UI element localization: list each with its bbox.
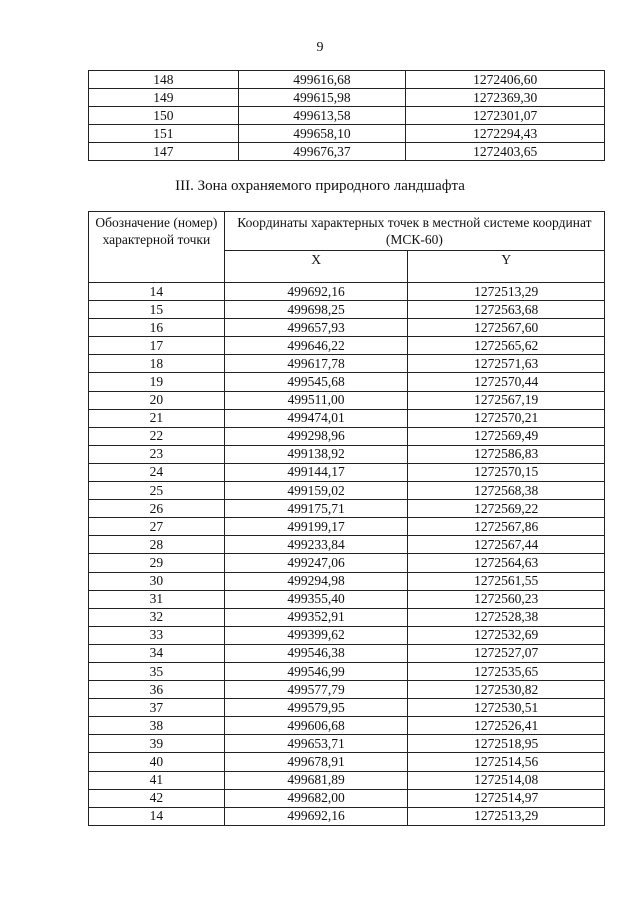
y-coordinate-cell: 1272570,15 [408, 463, 605, 481]
y-coordinate-cell: 1272535,65 [408, 662, 605, 680]
y-coordinate-cell: 1272571,63 [408, 355, 605, 373]
point-number-cell: 149 [89, 89, 239, 107]
x-coordinate-cell: 499247,06 [224, 554, 408, 572]
point-number-cell: 27 [89, 518, 225, 536]
point-number-cell: 42 [89, 789, 225, 807]
point-number-cell: 16 [89, 319, 225, 337]
point-number-cell: 14 [89, 807, 225, 825]
table-row [89, 427, 605, 445]
table-row [89, 482, 605, 500]
x-coordinate-cell: 499545,68 [224, 373, 408, 391]
table-row [89, 445, 605, 463]
point-number-cell: 23 [89, 445, 225, 463]
y-coordinate-cell: 1272564,63 [408, 554, 605, 572]
table-row [89, 699, 605, 717]
x-coordinate-cell: 499682,00 [224, 789, 408, 807]
point-number-cell: 31 [89, 590, 225, 608]
point-number-cell: 17 [89, 337, 225, 355]
table-row [89, 771, 605, 789]
x-coordinate-cell: 499657,93 [224, 319, 408, 337]
x-coordinate-cell: 499474,01 [224, 409, 408, 427]
x-coordinate-cell: 499175,71 [224, 500, 408, 518]
table-row [89, 355, 605, 373]
table-header [89, 212, 605, 283]
point-number-cell: 34 [89, 644, 225, 662]
y-coordinate-cell: 1272514,97 [408, 789, 605, 807]
y-coordinate-cell: 1272518,95 [408, 735, 605, 753]
point-number-cell: 32 [89, 608, 225, 626]
point-number-cell: 37 [89, 699, 225, 717]
landscape-zone-coordinates-table [88, 211, 605, 826]
table-row [89, 409, 605, 427]
y-coordinate-cell: 1272560,23 [408, 590, 605, 608]
landscape-zone-coordinates-body [89, 283, 605, 826]
x-coordinate-cell: 499546,99 [224, 662, 408, 680]
point-number-cell: 26 [89, 500, 225, 518]
table-row [89, 644, 605, 662]
x-coordinate-cell: 499658,10 [238, 125, 406, 143]
point-number-cell: 24 [89, 463, 225, 481]
y-coordinate-cell: 1272569,22 [408, 500, 605, 518]
table-row [89, 500, 605, 518]
table-row [89, 681, 605, 699]
table-row [89, 89, 605, 107]
y-coordinate-cell: 1272567,19 [408, 391, 605, 409]
x-coordinate-cell: 499653,71 [224, 735, 408, 753]
table-row [89, 536, 605, 554]
x-coordinate-cell: 499646,22 [224, 337, 408, 355]
y-coordinate-cell: 1272561,55 [408, 572, 605, 590]
coordinates-table-continued-body [89, 71, 605, 161]
x-coordinate-cell: 499399,62 [224, 626, 408, 644]
point-number-cell: 38 [89, 717, 225, 735]
x-coordinate-cell: 499294,98 [224, 572, 408, 590]
y-coordinate-cell: 1272570,21 [408, 409, 605, 427]
point-number-cell: 148 [89, 71, 239, 89]
table-row [89, 337, 605, 355]
y-coordinate-cell: 1272301,07 [406, 107, 605, 125]
y-coordinate-cell: 1272526,41 [408, 717, 605, 735]
y-coordinate-cell: 1272406,60 [406, 71, 605, 89]
point-number-cell: 30 [89, 572, 225, 590]
y-coordinate-cell: 1272513,29 [408, 283, 605, 301]
table-row [89, 662, 605, 680]
coordinates-table-continued [88, 70, 605, 161]
table-row [89, 590, 605, 608]
x-coordinate-cell: 499159,02 [224, 482, 408, 500]
point-number-cell: 28 [89, 536, 225, 554]
y-coordinate-cell: 1272565,62 [408, 337, 605, 355]
header-y: Y [408, 251, 605, 283]
y-coordinate-cell: 1272528,38 [408, 608, 605, 626]
point-number-cell: 40 [89, 753, 225, 771]
section-title: III. Зона охраняемого природного ландшафта [175, 178, 465, 194]
table-row [89, 143, 605, 161]
point-number-cell: 21 [89, 409, 225, 427]
table-row [89, 319, 605, 337]
point-number-cell: 36 [89, 681, 225, 699]
point-number-cell: 35 [89, 662, 225, 680]
table-row [89, 807, 605, 825]
y-coordinate-cell: 1272514,08 [408, 771, 605, 789]
y-coordinate-cell: 1272567,60 [408, 319, 605, 337]
x-coordinate-cell: 499676,37 [238, 143, 406, 161]
y-coordinate-cell: 1272586,83 [408, 445, 605, 463]
x-coordinate-cell: 499606,68 [224, 717, 408, 735]
y-coordinate-cell: 1272369,30 [406, 89, 605, 107]
header-coordinates: Координаты характерных точек в местной системе координат (МСК-60) [224, 212, 604, 251]
x-coordinate-cell: 499144,17 [224, 463, 408, 481]
x-coordinate-cell: 499678,91 [224, 753, 408, 771]
x-coordinate-cell: 499199,17 [224, 518, 408, 536]
x-coordinate-cell: 499511,00 [224, 391, 408, 409]
y-coordinate-cell: 1272570,44 [408, 373, 605, 391]
table-row [89, 107, 605, 125]
table-row [89, 283, 605, 301]
x-coordinate-cell: 499579,95 [224, 699, 408, 717]
x-coordinate-cell: 499138,92 [224, 445, 408, 463]
table-row [89, 753, 605, 771]
table-row [89, 391, 605, 409]
y-coordinate-cell: 1272567,86 [408, 518, 605, 536]
y-coordinate-cell: 1272568,38 [408, 482, 605, 500]
point-number-cell: 150 [89, 107, 239, 125]
y-coordinate-cell: 1272569,49 [408, 427, 605, 445]
x-coordinate-cell: 499616,68 [238, 71, 406, 89]
point-number-cell: 25 [89, 482, 225, 500]
x-coordinate-cell: 499698,25 [224, 301, 408, 319]
header-x: X [224, 251, 408, 283]
point-number-cell: 39 [89, 735, 225, 753]
table-row [89, 572, 605, 590]
table-row [89, 735, 605, 753]
y-coordinate-cell: 1272514,56 [408, 753, 605, 771]
y-coordinate-cell: 1272403,65 [406, 143, 605, 161]
table-row [89, 373, 605, 391]
point-number-cell: 33 [89, 626, 225, 644]
point-number-cell: 18 [89, 355, 225, 373]
header-point-designation: Обозначение (номер) характерной точки [89, 212, 225, 283]
y-coordinate-cell: 1272532,69 [408, 626, 605, 644]
table-row [89, 71, 605, 89]
x-coordinate-cell: 499355,40 [224, 590, 408, 608]
table-row [89, 717, 605, 735]
point-number-cell: 41 [89, 771, 225, 789]
x-coordinate-cell: 499692,16 [224, 807, 408, 825]
table-row [89, 554, 605, 572]
x-coordinate-cell: 499546,38 [224, 644, 408, 662]
point-number-cell: 147 [89, 143, 239, 161]
x-coordinate-cell: 499613,58 [238, 107, 406, 125]
point-number-cell: 22 [89, 427, 225, 445]
table-row [89, 463, 605, 481]
point-number-cell: 20 [89, 391, 225, 409]
y-coordinate-cell: 1272567,44 [408, 536, 605, 554]
x-coordinate-cell: 499298,96 [224, 427, 408, 445]
x-coordinate-cell: 499615,98 [238, 89, 406, 107]
point-number-cell: 151 [89, 125, 239, 143]
point-number-cell: 15 [89, 301, 225, 319]
point-number-cell: 19 [89, 373, 225, 391]
table-row [89, 626, 605, 644]
x-coordinate-cell: 499577,79 [224, 681, 408, 699]
table-row [89, 789, 605, 807]
table-row [89, 125, 605, 143]
y-coordinate-cell: 1272530,51 [408, 699, 605, 717]
table-row [89, 608, 605, 626]
x-coordinate-cell: 499233,84 [224, 536, 408, 554]
y-coordinate-cell: 1272294,43 [406, 125, 605, 143]
y-coordinate-cell: 1272563,68 [408, 301, 605, 319]
y-coordinate-cell: 1272530,82 [408, 681, 605, 699]
y-coordinate-cell: 1272513,29 [408, 807, 605, 825]
x-coordinate-cell: 499352,91 [224, 608, 408, 626]
y-coordinate-cell: 1272527,07 [408, 644, 605, 662]
x-coordinate-cell: 499681,89 [224, 771, 408, 789]
table-row [89, 301, 605, 319]
page-number: 9 [316, 40, 324, 55]
point-number-cell: 14 [89, 283, 225, 301]
point-number-cell: 29 [89, 554, 225, 572]
x-coordinate-cell: 499617,78 [224, 355, 408, 373]
x-coordinate-cell: 499692,16 [224, 283, 408, 301]
table-row [89, 518, 605, 536]
